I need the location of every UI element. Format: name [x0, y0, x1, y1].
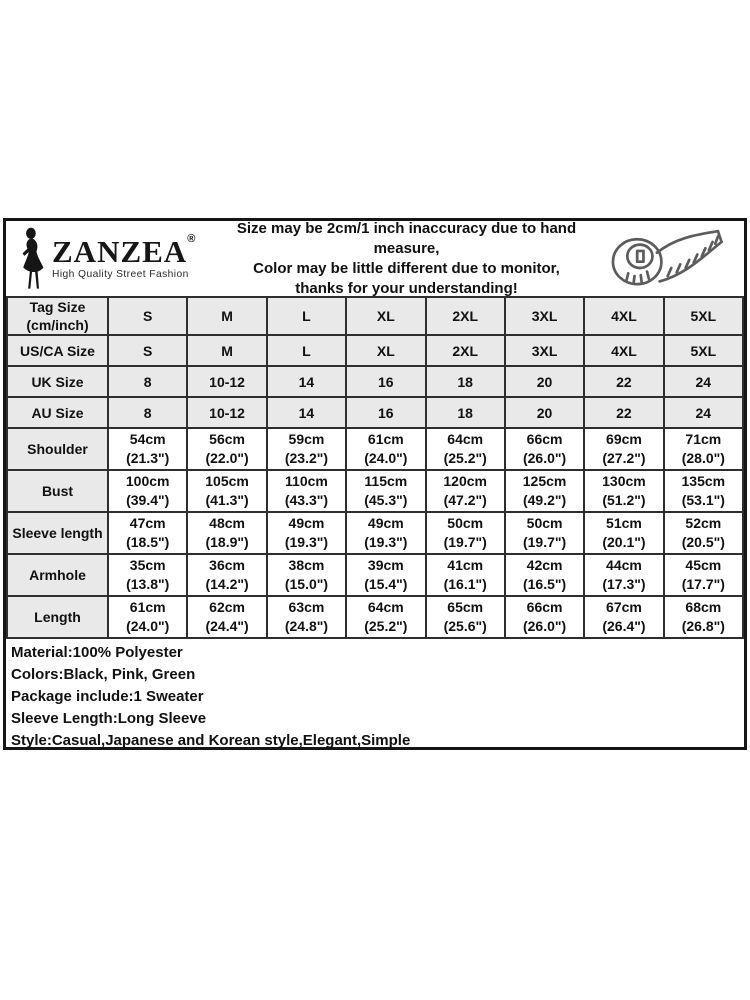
size-cell: 18 — [426, 397, 505, 428]
brand-name: ZANZEA — [52, 234, 188, 270]
size-cell: 22 — [584, 366, 663, 397]
size-cell: 2XL — [426, 335, 505, 366]
size-cell: 56cm (22.0") — [187, 428, 266, 470]
measuring-tape-block — [592, 224, 738, 294]
size-cell: 16 — [346, 397, 425, 428]
size-cell: 54cm (21.3") — [108, 428, 187, 470]
size-table-body — [7, 297, 743, 638]
size-cell: 67cm (26.4") — [584, 596, 663, 638]
table-row — [7, 554, 743, 596]
table-row — [7, 335, 743, 366]
row-label: Tag Size (cm/inch) — [7, 297, 108, 335]
product-info — [6, 639, 744, 752]
logo-text — [52, 233, 196, 281]
size-cell: 66cm (26.0") — [505, 428, 584, 470]
table-row — [7, 512, 743, 554]
size-cell: 61cm (24.0") — [346, 428, 425, 470]
size-cell: 22 — [584, 397, 663, 428]
size-cell: 115cm (45.3") — [346, 470, 425, 512]
size-cell: 47cm (18.5") — [108, 512, 187, 554]
row-label: US/CA Size — [7, 335, 108, 366]
style-line: Style:Casual,Japanese and Korean style,Elegant,Simple — [11, 732, 411, 749]
size-cell: 20 — [505, 397, 584, 428]
fashion-woman-silhouette-icon — [16, 227, 50, 291]
size-cell: 63cm (24.8") — [267, 596, 346, 638]
table-row — [7, 470, 743, 512]
size-cell: 50cm (19.7") — [426, 512, 505, 554]
size-chart-panel — [3, 218, 747, 750]
size-cell: 64cm (25.2") — [426, 428, 505, 470]
brand-logo — [16, 227, 221, 291]
size-cell: S — [108, 335, 187, 366]
size-cell: 100cm (39.4") — [108, 470, 187, 512]
size-cell: 14 — [267, 397, 346, 428]
size-cell: 130cm (51.2") — [584, 470, 663, 512]
size-cell: 52cm (20.5") — [664, 512, 743, 554]
size-cell: 14 — [267, 366, 346, 397]
size-cell: 5XL — [664, 335, 743, 366]
size-cell: 36cm (14.2") — [187, 554, 266, 596]
size-cell: 44cm (17.3") — [584, 554, 663, 596]
table-row — [7, 397, 743, 428]
registered-mark-icon: ® — [187, 233, 196, 246]
size-cell: 24 — [664, 366, 743, 397]
disclaimer-line-1: Size may be 2cm/1 inch inaccuracy due to hand measure, — [236, 219, 577, 257]
size-cell: 38cm (15.0") — [267, 554, 346, 596]
row-label: AU Size — [7, 397, 108, 428]
size-cell: 49cm (19.3") — [267, 512, 346, 554]
size-cell: L — [267, 335, 346, 366]
size-cell: XL — [346, 335, 425, 366]
size-cell: 10-12 — [187, 397, 266, 428]
disclaimer-line-2: Color may be little different due to monitor, — [253, 259, 560, 277]
size-cell: 59cm (23.2") — [267, 428, 346, 470]
size-cell: 125cm (49.2") — [505, 470, 584, 512]
brand-tagline: High Quality Street Fashion — [52, 269, 189, 281]
size-cell: 110cm (43.3") — [267, 470, 346, 512]
header — [6, 221, 744, 296]
package-line: Package include:1 Sweater — [11, 688, 204, 705]
table-row — [7, 428, 743, 470]
size-cell: 68cm (26.8") — [664, 596, 743, 638]
size-cell: 120cm (47.2") — [426, 470, 505, 512]
disclaimer-text — [221, 219, 592, 299]
size-cell: 5XL — [664, 297, 743, 335]
table-row — [7, 366, 743, 397]
size-cell: 66cm (26.0") — [505, 596, 584, 638]
size-table — [6, 296, 744, 639]
size-cell: 39cm (15.4") — [346, 554, 425, 596]
size-cell: XL — [346, 297, 425, 335]
size-cell: 2XL — [426, 297, 505, 335]
size-cell: 64cm (25.2") — [346, 596, 425, 638]
size-cell: 135cm (53.1") — [664, 470, 743, 512]
disclaimer-line-3: thanks for your understanding! — [295, 279, 518, 297]
row-label: Sleeve length — [7, 512, 108, 554]
size-cell: 10-12 — [187, 366, 266, 397]
row-label: Shoulder — [7, 428, 108, 470]
size-cell: 45cm (17.7") — [664, 554, 743, 596]
size-cell: 16 — [346, 366, 425, 397]
size-cell: 51cm (20.1") — [584, 512, 663, 554]
row-label: Length — [7, 596, 108, 638]
size-cell: L — [267, 297, 346, 335]
size-cell: 4XL — [584, 297, 663, 335]
size-cell: 18 — [426, 366, 505, 397]
size-cell: 71cm (28.0") — [664, 428, 743, 470]
colors-line: Colors:Black, Pink, Green — [11, 666, 196, 683]
size-cell: S — [108, 297, 187, 335]
size-cell: M — [187, 335, 266, 366]
size-cell: 8 — [108, 366, 187, 397]
row-label: Bust — [7, 470, 108, 512]
size-cell: 35cm (13.8") — [108, 554, 187, 596]
size-cell: 105cm (41.3") — [187, 470, 266, 512]
size-cell: 49cm (19.3") — [346, 512, 425, 554]
size-cell: 61cm (24.0") — [108, 596, 187, 638]
size-cell: 3XL — [505, 297, 584, 335]
size-cell: 24 — [664, 397, 743, 428]
row-label: UK Size — [7, 366, 108, 397]
row-label: Armhole — [7, 554, 108, 596]
size-cell: 8 — [108, 397, 187, 428]
size-cell: 69cm (27.2") — [584, 428, 663, 470]
size-cell: 48cm (18.9") — [187, 512, 266, 554]
table-row — [7, 297, 743, 335]
size-cell: 41cm (16.1") — [426, 554, 505, 596]
size-cell: 4XL — [584, 335, 663, 366]
measuring-tape-icon — [599, 224, 731, 294]
size-cell: 65cm (25.6") — [426, 596, 505, 638]
sleeve-length-line: Sleeve Length:Long Sleeve — [11, 710, 207, 727]
size-cell: 20 — [505, 366, 584, 397]
size-cell: 50cm (19.7") — [505, 512, 584, 554]
size-cell: 42cm (16.5") — [505, 554, 584, 596]
size-cell: 62cm (24.4") — [187, 596, 266, 638]
material-line: Material:100% Polyester — [11, 644, 183, 661]
size-cell: M — [187, 297, 266, 335]
size-cell: 3XL — [505, 335, 584, 366]
table-row — [7, 596, 743, 638]
